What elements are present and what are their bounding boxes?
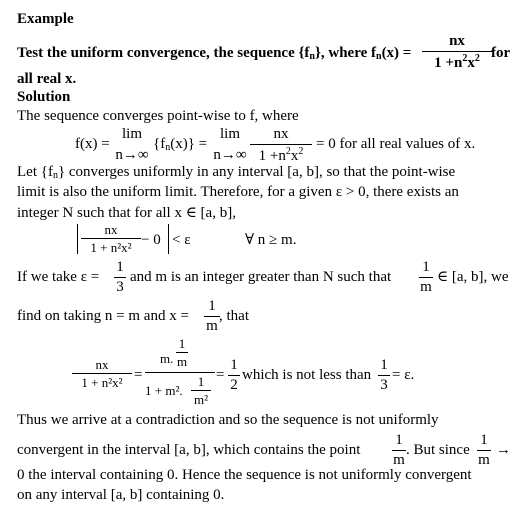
p5-line-2b: . But since: [406, 442, 470, 458]
problem-for: for: [491, 45, 511, 61]
eq2-text: which is not less than: [242, 367, 372, 383]
p4-a: find on taking n = m and x =: [17, 308, 189, 324]
eq2-equals-2: =: [216, 367, 225, 383]
solution-heading: Solution: [17, 89, 71, 105]
problem-fraction: nx $1 +n^2x^2$: [422, 34, 492, 71]
eq2-lhs-fraction: nx 1 + n²x²: [72, 358, 132, 389]
p4-b: , that: [219, 308, 249, 324]
p4-fraction: 1 m: [204, 299, 220, 334]
eq2-num-m: m.: [160, 351, 174, 366]
p2-line-3: integer N such that for all x ∈ [a, b],: [17, 205, 236, 221]
eq2-third: 1 3: [378, 358, 390, 393]
eq2-end: = ε.: [392, 367, 415, 383]
eq2-den-a: 1 + m².: [145, 383, 183, 398]
eq1-limit-2: lim n→∞: [213, 126, 247, 163]
p5-line-4: on any interval [a, b] containing 0.: [17, 487, 225, 503]
problem-line-1: Test the uniform convergence, the sequence $\{f_n\}$, where $f_n(x)$ =: [17, 45, 412, 62]
eq2-equals-1: =: [134, 367, 143, 383]
eq1-fn: $\{f_n(x)\}$ =: [153, 136, 208, 153]
ineq-minus-zero: − 0: [141, 232, 161, 248]
solution-line-1: The sequence converges point-wise to f, where: [17, 108, 299, 124]
p5-fraction-1: 1 m: [393, 432, 405, 468]
eq1-rhs: = 0 for all real values of x.: [316, 136, 476, 152]
p5-arrow: →: [496, 442, 511, 458]
eq1-lhs: f(x) =: [75, 136, 110, 152]
p3-a: If we take ε =: [17, 269, 100, 285]
ineq-fraction: nx 1 + n²x²: [81, 223, 141, 254]
eq2-num-inner: 1 m: [176, 336, 188, 369]
p5-line-2a: convergent in the interval [a, b], which contains the point: [17, 442, 361, 458]
ineq-less-than: < ε: [172, 232, 191, 248]
eq1-fraction: nx $1 +n^2x^2$: [250, 127, 312, 164]
p5-line-3: 0 the interval containing 0. Hence the sequence is not uniformly convergent: [17, 467, 472, 483]
p3-one-over-m: 1 m: [420, 259, 432, 295]
p2-line-1: Let $\{f_n\}$ converges uniformly in any interval [a, b], so that the point-wise: [17, 164, 456, 181]
eq2-half: 1 2: [228, 358, 240, 393]
eq1-limit-1: lim n→∞: [115, 126, 149, 163]
p3-b: and m is an integer greater than N such that: [130, 269, 392, 285]
p5-fraction-2: 1 m: [478, 432, 490, 468]
example-heading: Example: [17, 11, 74, 27]
p5-line-1: Thus we arrive at a contradiction and so the sequence is not uniformly: [17, 412, 439, 428]
p3-third: 1 3: [114, 260, 126, 295]
p3-c: ∈ [a, b], we: [437, 269, 509, 285]
problem-line-2: all real x.: [17, 71, 77, 87]
eq2-main-bar: [145, 372, 215, 373]
eq2-den-inner: 1 m²: [191, 375, 211, 406]
ineq-for-all: ∀ n ≥ m.: [245, 232, 297, 248]
p2-line-2: limit is also the uniform limit. Therefore, for a given ε > 0, there exists an: [17, 184, 459, 200]
